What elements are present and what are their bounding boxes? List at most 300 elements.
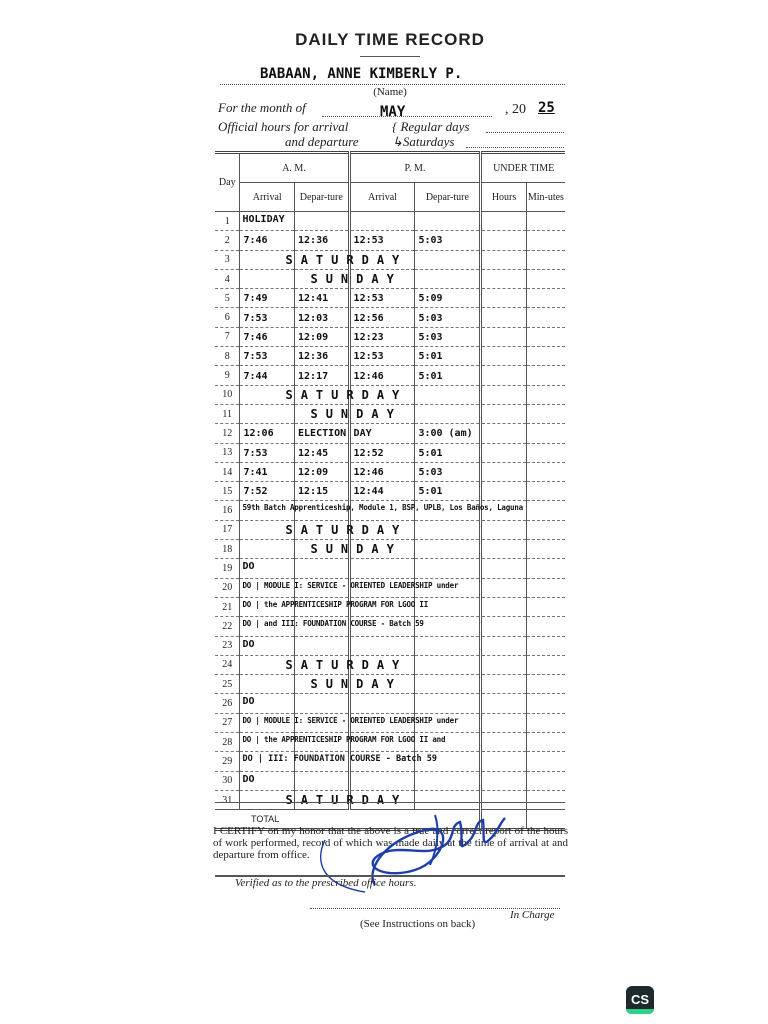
table-row xyxy=(215,289,565,308)
am-departure-value: 12:36 xyxy=(298,235,329,247)
table-row xyxy=(215,347,565,366)
form-title: DAILY TIME RECORD xyxy=(295,30,485,49)
table-row xyxy=(215,366,565,385)
undertime-minutes xyxy=(526,347,565,366)
pm-departure-value: 5:01 xyxy=(418,351,443,363)
table-row xyxy=(215,559,565,578)
pm-departure xyxy=(415,578,481,597)
undertime-hours xyxy=(481,212,526,231)
table-row xyxy=(215,597,565,616)
am-departure xyxy=(295,269,350,288)
day-number: 27 xyxy=(215,713,240,732)
badge-accent-bar xyxy=(626,1009,654,1014)
am-arrival-value: 7:46 xyxy=(243,331,268,343)
am-departure xyxy=(295,424,350,443)
pm-departure xyxy=(415,269,481,288)
pm-departure xyxy=(415,289,481,308)
pm-arrival-value: DAY xyxy=(353,428,372,440)
am-arrival xyxy=(240,559,295,578)
undertime-minutes xyxy=(526,655,565,674)
pm-departure-value: 5:01 xyxy=(418,370,443,382)
employee-name: BABAAN, ANNE KIMBERLY P. xyxy=(260,66,463,82)
day-number: 10 xyxy=(215,385,240,404)
pm-arrival-value: 12:52 xyxy=(353,447,384,459)
am-departure xyxy=(295,327,350,346)
camscanner-badge-icon: CS xyxy=(626,986,654,1014)
day-number: 19 xyxy=(215,559,240,578)
pm-departure-value: 5:03 xyxy=(418,467,443,478)
undertime-minutes xyxy=(526,289,565,308)
pm-arrival xyxy=(349,636,415,655)
pm-departure xyxy=(415,231,481,250)
row-note: DO xyxy=(242,773,255,785)
am-departure xyxy=(295,540,350,559)
day-number: 29 xyxy=(215,752,240,771)
pm-arrival xyxy=(349,289,415,308)
undertime-minutes xyxy=(526,520,565,539)
day-number: 6 xyxy=(215,308,240,327)
row-note: SUNDAY xyxy=(310,677,402,692)
month-label: For the month of xyxy=(218,100,306,115)
undertime-hours xyxy=(481,655,526,674)
am-departure xyxy=(295,752,350,771)
undertime-hours xyxy=(481,540,526,559)
undertime-minutes xyxy=(526,462,565,481)
day-number: 13 xyxy=(215,443,240,462)
am-arrival xyxy=(240,250,408,269)
saturdays-label: ↳Saturdays xyxy=(392,134,455,149)
day-number: 20 xyxy=(215,578,240,597)
pm-arrival xyxy=(349,366,415,385)
am-departure xyxy=(295,231,350,250)
am-departure-value: 12:09 xyxy=(298,331,329,343)
undertime-minutes xyxy=(526,269,565,288)
pm-arrival-value: 12:53 xyxy=(353,293,384,305)
table-row xyxy=(215,771,565,790)
am-arrival-value: 12:06 xyxy=(243,428,274,440)
am-arrival xyxy=(240,269,402,288)
day-number: 14 xyxy=(215,462,240,481)
day-number: 8 xyxy=(215,347,240,366)
am-arrival xyxy=(240,443,295,462)
table-row xyxy=(215,675,565,694)
pm-arrival-value: 12:44 xyxy=(353,486,384,498)
am-arrival-value: 7:44 xyxy=(243,370,268,382)
am-departure xyxy=(295,308,350,327)
pm-arrival xyxy=(349,578,415,597)
pm-departure xyxy=(415,559,481,578)
undertime-hours xyxy=(481,520,526,539)
pm-arrival xyxy=(349,443,415,462)
pm-arrival-value: 12:23 xyxy=(353,331,384,343)
saturdays-line xyxy=(466,147,564,148)
am-arrival xyxy=(240,289,295,308)
table-row xyxy=(215,212,565,231)
day-number: 30 xyxy=(215,771,240,790)
pm-departure xyxy=(415,675,481,694)
pm-arrival xyxy=(349,308,415,327)
undertime-hours xyxy=(481,443,526,462)
undertime-hours xyxy=(481,597,526,616)
table-row xyxy=(215,733,565,752)
day-number: 11 xyxy=(215,404,240,423)
am-arrival xyxy=(240,733,446,752)
am-departure-value: 12:15 xyxy=(298,486,329,498)
official-hours-label: Official hours for arrival xyxy=(218,119,349,134)
undertime-minutes xyxy=(526,675,565,694)
am-departure-value: 12:41 xyxy=(298,293,329,305)
month-value: MAY xyxy=(380,104,406,120)
am-arrival xyxy=(240,636,295,655)
day-number: 15 xyxy=(215,482,240,501)
undertime-minutes xyxy=(526,578,565,597)
header-undertime: UNDER TIME xyxy=(481,153,565,183)
undertime-minutes xyxy=(526,617,565,636)
saturdays-text: Saturdays xyxy=(402,134,455,149)
pm-departure xyxy=(415,501,481,520)
time-record-body xyxy=(215,212,565,810)
am-departure xyxy=(295,385,350,404)
day-number: 17 xyxy=(215,520,240,539)
table-row xyxy=(215,578,565,597)
row-note: DO xyxy=(242,696,255,708)
am-departure xyxy=(295,694,350,713)
am-departure xyxy=(295,597,350,616)
table-row xyxy=(215,482,565,501)
am-departure-value: 12:09 xyxy=(298,467,329,478)
undertime-hours xyxy=(481,424,526,443)
am-arrival xyxy=(240,501,523,520)
pm-arrival xyxy=(349,559,415,578)
pm-departure xyxy=(415,655,481,674)
row-note: SATURDAY xyxy=(285,657,408,672)
pm-arrival xyxy=(349,733,415,752)
pm-departure xyxy=(415,636,481,655)
pm-departure xyxy=(415,597,481,616)
undertime-minutes xyxy=(526,771,565,790)
am-arrival xyxy=(240,617,424,636)
am-arrival-value: 7:49 xyxy=(243,293,268,305)
am-arrival xyxy=(240,404,402,423)
am-departure xyxy=(295,713,350,732)
am-arrival xyxy=(240,424,295,443)
pm-departure-value: 5:03 xyxy=(418,312,443,324)
pm-departure xyxy=(415,520,481,539)
table-row xyxy=(215,713,565,732)
undertime-minutes xyxy=(526,212,565,231)
pm-arrival-value: 12:46 xyxy=(353,370,384,382)
am-arrival xyxy=(240,347,295,366)
am-departure xyxy=(295,636,350,655)
header-am-arrival: Arrival xyxy=(240,183,295,212)
pm-departure xyxy=(415,694,481,713)
header-pm: P. M. xyxy=(349,153,481,183)
pm-departure xyxy=(415,733,481,752)
undertime-minutes xyxy=(526,404,565,423)
day-number: 18 xyxy=(215,540,240,559)
day-number: 16 xyxy=(215,501,240,520)
undertime-minutes xyxy=(526,559,565,578)
pm-departure-value: 5:03 xyxy=(418,235,443,247)
pm-departure xyxy=(415,462,481,481)
am-departure xyxy=(295,501,350,520)
row-note: SATURDAY xyxy=(285,387,408,402)
am-departure xyxy=(295,347,350,366)
day-number: 5 xyxy=(215,289,240,308)
official-hours-label-2: and departure xyxy=(285,134,359,149)
table-row xyxy=(215,617,565,636)
undertime-hours xyxy=(481,482,526,501)
name-line xyxy=(220,83,565,85)
table-row xyxy=(215,385,565,404)
in-charge-label: In Charge xyxy=(510,909,555,921)
pm-arrival xyxy=(349,482,415,501)
undertime-hours xyxy=(481,713,526,732)
row-note: DO | and III: FOUNDATION COURSE - Batch 59 xyxy=(242,619,424,629)
pm-arrival xyxy=(349,771,415,790)
pm-arrival xyxy=(349,655,415,674)
pm-arrival-value: 12:53 xyxy=(353,235,384,247)
undertime-minutes xyxy=(526,482,565,501)
am-arrival xyxy=(240,462,295,481)
undertime-hours xyxy=(481,385,526,404)
row-note: SATURDAY xyxy=(285,792,408,807)
undertime-hours xyxy=(481,559,526,578)
am-departure-value: 12:03 xyxy=(298,312,329,324)
am-arrival xyxy=(240,790,408,809)
pm-departure-value: 5:01 xyxy=(418,447,443,459)
am-departure xyxy=(295,212,350,231)
am-arrival xyxy=(240,694,295,713)
regular-days-line xyxy=(486,132,564,133)
am-arrival-value: 7:53 xyxy=(243,447,268,459)
table-row xyxy=(215,752,565,771)
undertime-minutes xyxy=(526,501,565,520)
am-arrival-value: 7:46 xyxy=(243,235,268,247)
pm-arrival-value: 12:56 xyxy=(353,312,384,324)
pm-departure xyxy=(415,713,481,732)
pm-arrival-value: 12:53 xyxy=(353,351,384,363)
am-departure xyxy=(295,289,350,308)
undertime-hours xyxy=(481,308,526,327)
pm-departure xyxy=(415,482,481,501)
am-departure xyxy=(295,559,350,578)
regular-days-label: { Regular days xyxy=(392,119,470,134)
day-number: 1 xyxy=(215,212,240,231)
undertime-hours xyxy=(481,636,526,655)
day-number: 24 xyxy=(215,655,240,674)
am-departure xyxy=(295,733,350,752)
pm-departure xyxy=(415,308,481,327)
pm-departure-value: 5:09 xyxy=(418,293,443,305)
row-note: DO xyxy=(242,638,255,650)
row-note: HOLIDAY xyxy=(242,214,285,225)
undertime-minutes xyxy=(526,752,565,771)
pm-arrival-value: 12:46 xyxy=(353,467,384,478)
pm-arrival xyxy=(349,597,415,616)
pm-arrival xyxy=(349,250,415,269)
am-departure xyxy=(295,617,350,636)
undertime-minutes xyxy=(526,424,565,443)
row-note: SUNDAY xyxy=(310,542,402,557)
pm-arrival xyxy=(349,424,415,443)
undertime-hours xyxy=(481,404,526,423)
am-departure-value: ELECTION xyxy=(298,428,347,440)
total-label: TOTAL xyxy=(215,810,481,830)
header-pm-departure: Depar-ture xyxy=(415,183,481,212)
pm-departure xyxy=(415,250,481,269)
undertime-minutes xyxy=(526,597,565,616)
pm-departure-value: 5:01 xyxy=(418,486,443,498)
undertime-minutes xyxy=(526,540,565,559)
pm-departure xyxy=(415,540,481,559)
pm-departure xyxy=(415,617,481,636)
undertime-minutes xyxy=(526,694,565,713)
day-number: 4 xyxy=(215,269,240,288)
regular-days-text: Regular days xyxy=(400,119,470,134)
pm-departure xyxy=(415,443,481,462)
table-row xyxy=(215,327,565,346)
table-row xyxy=(215,231,565,250)
undertime-minutes xyxy=(526,308,565,327)
table-row xyxy=(215,520,565,539)
am-departure xyxy=(295,250,350,269)
month-line xyxy=(322,116,492,117)
table-row xyxy=(215,462,565,481)
undertime-hours xyxy=(481,578,526,597)
table-row xyxy=(215,404,565,423)
undertime-hours xyxy=(481,231,526,250)
undertime-hours xyxy=(481,617,526,636)
undertime-hours xyxy=(481,733,526,752)
day-number: 3 xyxy=(215,250,240,269)
title-underline xyxy=(360,56,420,57)
undertime-minutes xyxy=(526,636,565,655)
am-arrival xyxy=(240,597,429,616)
pm-departure xyxy=(415,752,481,771)
day-number: 31 xyxy=(215,790,240,809)
am-departure-value: 12:36 xyxy=(298,351,329,363)
pm-departure xyxy=(415,385,481,404)
table-row xyxy=(215,540,565,559)
am-arrival xyxy=(240,655,408,674)
verified-text: Verified as to the prescribed office hours. xyxy=(235,877,417,889)
am-departure xyxy=(295,443,350,462)
pm-departure xyxy=(415,347,481,366)
pm-departure xyxy=(415,424,481,443)
am-departure xyxy=(295,578,350,597)
am-arrival-value: 7:53 xyxy=(243,312,268,324)
undertime-minutes xyxy=(526,366,565,385)
day-number: 26 xyxy=(215,694,240,713)
year-value: 25 xyxy=(538,100,555,116)
pm-arrival xyxy=(349,212,415,231)
table-row xyxy=(215,655,565,674)
pm-departure xyxy=(415,771,481,790)
pm-departure xyxy=(415,404,481,423)
day-number: 12 xyxy=(215,424,240,443)
am-arrival xyxy=(240,752,437,771)
row-note: SUNDAY xyxy=(310,271,402,286)
table-row xyxy=(215,250,565,269)
instructions-note: (See Instructions on back) xyxy=(360,918,476,930)
pm-arrival xyxy=(349,617,415,636)
pm-arrival xyxy=(349,347,415,366)
undertime-minutes xyxy=(526,327,565,346)
row-note: 59th Batch Apprenticeship, Module 1, BSP, UPLB, Los Baños, Laguna xyxy=(242,503,523,513)
row-note: SUNDAY xyxy=(310,406,402,421)
header-hours: Hours xyxy=(481,183,526,212)
pm-arrival xyxy=(349,269,415,288)
row-note: DO | the APPRENTICESHIP PROGRAM FOR LGOO II xyxy=(242,599,429,609)
header-day: Day xyxy=(215,153,240,212)
am-arrival xyxy=(240,212,295,231)
pm-departure xyxy=(415,366,481,385)
pm-arrival xyxy=(349,675,415,694)
am-arrival xyxy=(240,366,295,385)
table-row xyxy=(215,636,565,655)
undertime-minutes xyxy=(526,790,565,809)
day-number: 21 xyxy=(215,597,240,616)
dtr-form xyxy=(210,20,570,980)
certification-text: I CERTIFY on my honor that the above is a true and correct report of the hours of work performed, record of which was made daily at the time of arrival at and departure from office. xyxy=(213,825,568,861)
pm-departure xyxy=(415,327,481,346)
am-arrival-value: 7:53 xyxy=(243,351,268,363)
row-note: DO | MODULE I: SERVICE - ORIENTED LEADERSHIP under xyxy=(242,715,459,725)
am-arrival xyxy=(240,675,402,694)
am-arrival-value: 7:52 xyxy=(243,486,268,498)
undertime-hours xyxy=(481,366,526,385)
am-departure-value: 12:17 xyxy=(298,370,329,382)
day-number: 25 xyxy=(215,675,240,694)
row-note: DO | MODULE I: SERVICE - ORIENTED LEADERSHIP under xyxy=(242,580,459,590)
undertime-hours xyxy=(481,501,526,520)
pm-departure-value: 3:00 (am) xyxy=(418,428,473,440)
header-am: A. M. xyxy=(240,153,349,183)
row-note: DO | III: FOUNDATION COURSE - Batch 59 xyxy=(242,754,437,765)
row-note: SATURDAY xyxy=(285,252,408,267)
am-departure xyxy=(295,771,350,790)
am-arrival-value: 7:41 xyxy=(243,467,268,478)
am-arrival xyxy=(240,713,459,732)
year-prefix: , 20 xyxy=(505,102,526,117)
undertime-hours xyxy=(481,462,526,481)
undertime-hours xyxy=(481,771,526,790)
undertime-hours xyxy=(481,347,526,366)
am-departure xyxy=(295,655,350,674)
pm-arrival xyxy=(349,501,415,520)
am-arrival xyxy=(240,385,408,404)
header-minutes: Min-utes xyxy=(526,183,565,212)
pm-arrival xyxy=(349,752,415,771)
undertime-hours xyxy=(481,752,526,771)
day-number: 2 xyxy=(215,231,240,250)
day-number: 7 xyxy=(215,327,240,346)
table-row xyxy=(215,308,565,327)
am-departure xyxy=(295,482,350,501)
undertime-hours xyxy=(481,250,526,269)
table-row xyxy=(215,424,565,443)
pm-arrival xyxy=(349,520,415,539)
undertime-hours xyxy=(481,327,526,346)
undertime-hours xyxy=(481,289,526,308)
pm-arrival xyxy=(349,540,415,559)
am-departure xyxy=(295,462,350,481)
am-departure xyxy=(295,675,350,694)
pm-arrival xyxy=(349,404,415,423)
pm-arrival xyxy=(349,694,415,713)
undertime-minutes xyxy=(526,443,565,462)
